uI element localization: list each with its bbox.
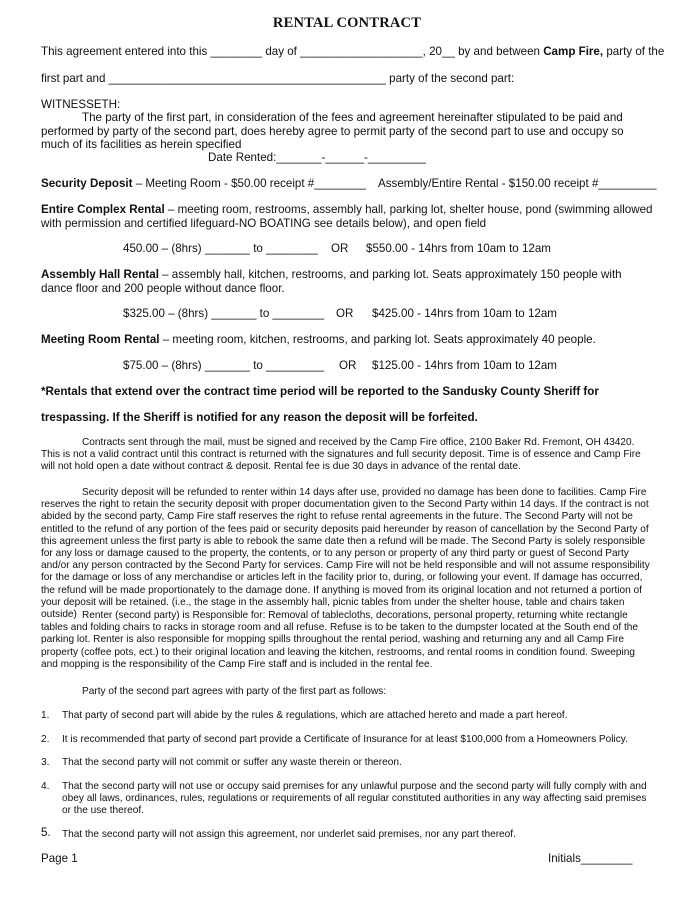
month-blank[interactable]: ___________________ <box>300 45 423 58</box>
assembly-deposit: Assembly/Entire Rental - $150.00 receipt #_________ <box>378 177 657 190</box>
term-text: That party of second part will abide by the rules & regulations, which are attached hereto and made a part hereof. <box>62 710 568 721</box>
entire-complex-rate-8hrs: 450.00 – (8hrs) _______ to ________ <box>123 242 318 255</box>
page-number: Page 1 <box>41 852 78 865</box>
term-text: That the second party will not assign this agreement, nor underlet said premises, nor any part thereof. <box>62 829 516 840</box>
intro-text: This agreement entered into this <box>41 45 211 58</box>
intro-text: party of the <box>603 45 665 58</box>
contracts-mail-paragraph: Contracts sent through the mail, must be signed and received by the Camp Fire office, 2100 Baker Rd. Fremont, OH 43420. This is not a valid contract until this contract is returned with the signatures and full security deposit. Time is of essence and Camp Fire will not hold open a date without contract & deposit. Rental fee is due 30 days in advance of the rental date. <box>41 437 641 473</box>
assembly-hall-rental <box>41 268 653 295</box>
witnesseth-body: The party of the first part, in consideration of the fees and agreement hereinafter stipulated to be paid and performed by party of the second part, does hereby agree to permit party of the second part to use and occupy so much of its facilities as herein specified <box>41 111 624 152</box>
meeting-room-or: OR <box>339 359 357 372</box>
intro-line-1 <box>41 45 664 59</box>
term-text: That the second party will not use or occupy said premises for any unlawful purpose and the second party will fully comply with and obey all laws, ordinances, rules, regulations or requirements of all regular constituted authorities in any way affecting said premises or the use thereof. <box>62 781 647 817</box>
warning-line-2: trespassing. If the Sheriff is notified for any reason the deposit will be forfeited. <box>41 411 478 424</box>
term-item <box>41 734 653 746</box>
term-number: 5. <box>41 826 51 839</box>
assembly-hall-rate-8hrs: $325.00 – (8hrs) _______ to ________ <box>123 307 325 320</box>
term-number: 4. <box>41 781 50 792</box>
date-rented-blank[interactable]: _______-______-_________ <box>276 151 426 164</box>
term-text: That the second party will not commit or suffer any waste therein or thereon. <box>62 757 402 768</box>
assembly-hall-or: OR <box>336 307 354 320</box>
term-item <box>41 757 653 769</box>
camp-fire-name: Camp Fire, <box>543 45 604 58</box>
intro-line-2 <box>41 72 514 86</box>
intro-text: day of <box>262 45 301 58</box>
page-title: RENTAL CONTRACT <box>272 15 422 31</box>
date-rented-label: Date Rented: <box>208 151 277 164</box>
warning-line-1: *Rentals that extend over the contract time period will be reported to the Sandusky County Sheriff for <box>41 385 599 398</box>
term-item <box>41 826 653 841</box>
intro-text: first part and <box>41 72 109 85</box>
security-deposit-line <box>41 177 366 191</box>
initials-field <box>548 852 632 865</box>
initials-label: Initials <box>548 852 581 865</box>
initials-blank[interactable]: ________ <box>580 852 633 865</box>
witnesseth-heading: WITNESSETH: <box>41 98 121 111</box>
meeting-room-rate-8hrs: $75.00 – (8hrs) _______ to _________ <box>123 359 325 372</box>
security-deposit-label: Security Deposit <box>41 177 133 190</box>
meeting-room-label: Meeting Room Rental <box>41 333 160 346</box>
meeting-room-description: – meeting room, kitchen, restrooms, and parking lot. Seats approximately 40 people. <box>159 333 596 346</box>
entire-complex-label: Entire Complex Rental <box>41 203 165 216</box>
second-party-blank[interactable]: ___________________________________________ <box>108 72 386 85</box>
date-rented-line <box>208 151 426 165</box>
assembly-hall-rate-14hrs: $425.00 - 14hrs from 10am to 12am <box>372 307 557 320</box>
term-number: 3. <box>41 757 50 768</box>
meeting-room-rate-14hrs: $125.00 - 14hrs from 10am to 12am <box>372 359 557 372</box>
security-refund-paragraph: Security deposit will be refunded to renter within 14 days after use, provided no damage has been done to facilities. Camp Fire reserves the right to retain the security deposit with proper documentation given to the Second Party within 14 days. If the contract is not abided by the second party, Camp Fire staff reserves the right to refuse rental agreements in the future. The Second Party will not be entitled to the refund of any portion of the fees paid or security deposits paid hereunder by reason of cancellation by the Second Party of this agreement unless the first party is able to rebook the same date then a refund will be made. The Second Party is solely responsible for any loss or damage caused to the property, the contents, or to any person or property of any third party or guest of Second Party and/or any person contracted by the Second Party for services. Camp Fire will not be held responsible and will not assume responsibility for the damage or loss of any merchandise or articles left in the facility prior to, during, or following your event. If damage has occurred, the refund will be made proportionately to the damage done. If anything is moved from its original location and not returned a portion of your deposit will be retained. (i.e., the stage in the assembly hall, picnic tables from under the shelter house, table and chairs taken outside) <box>41 487 650 621</box>
intro-text: party of the second part: <box>385 72 515 85</box>
term-number: 1. <box>41 710 50 721</box>
renter-responsibility-paragraph: Renter (second party) is Responsible for: Removal of tablecloths, decorations, personal property, returning white rectangle tables and folding chairs to racks in storage room and all refuse. Refuse is to be taken to the dumpster located at the South end of the parking lot. Renter is also responsible for mopping spills throughout the rental period, washing and returning any and all Camp Fire property (coffee pots, ect.) to their original location and leaving the kitchen, restrooms, and rental rooms in condition found. Sweeping and mopping is the responsibility of the Camp Fire staff and is included in the rental fee. <box>41 610 639 670</box>
agrees-intro: Party of the second part agrees with party of the first part as follows: <box>82 686 387 697</box>
entire-complex-or: OR <box>331 242 349 255</box>
entire-complex-rate-14hrs: $550.00 - 14hrs from 10am to 12am <box>366 242 551 255</box>
day-blank[interactable]: ________ <box>210 45 263 58</box>
assembly-hall-description: – assembly hall, kitchen, restrooms, and parking lot. Seats approximately 150 people with dance floor and 200 people without dance floor. <box>41 268 622 295</box>
term-item <box>41 710 653 722</box>
entire-complex-rental <box>41 203 653 230</box>
term-number: 2. <box>41 734 50 745</box>
meeting-room-rental <box>41 333 596 347</box>
meeting-room-deposit: – Meeting Room - $50.00 receipt #________ <box>132 177 366 190</box>
term-text: It is recommended that party of second part provide a Certificate of Insurance for at least $100,000 from a Homeowners Policy. <box>62 734 628 745</box>
term-item <box>41 781 653 818</box>
intro-text: , 20__ by and between <box>422 45 544 58</box>
assembly-hall-label: Assembly Hall Rental <box>41 268 159 281</box>
entire-complex-description: – meeting room, restrooms, assembly hall, parking lot, shelter house, pond (swimming allowed with permission and certified lifeguard-NO BOATING see details below), and open field <box>41 203 653 230</box>
